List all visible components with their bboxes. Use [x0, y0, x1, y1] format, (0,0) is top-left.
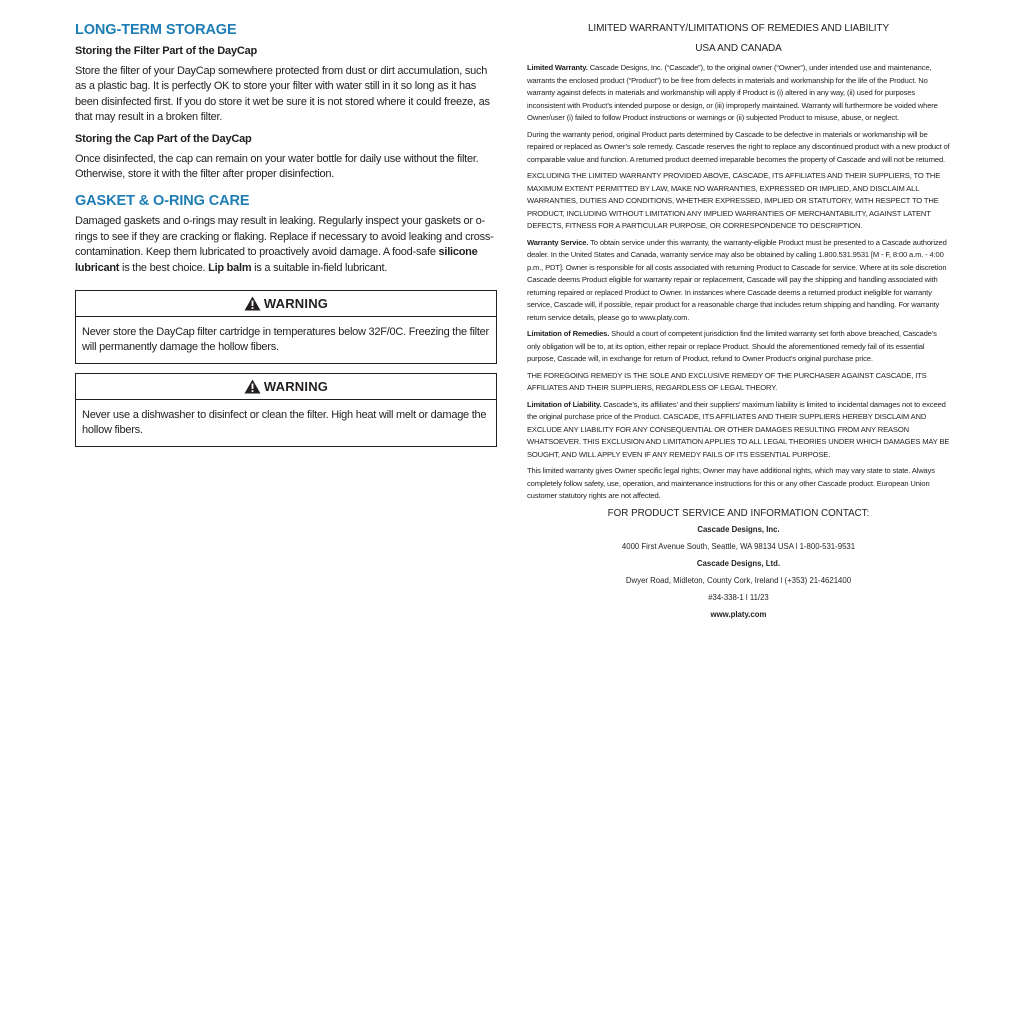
excluding-paragraph: EXCLUDING THE LIMITED WARRANTY PROVIDED ABOVE, CASCADE, ITS AFFILIATES AND THEIR SUPPLIERS, TO THE MAXIMUM EXTENT PERMITTED BY LAW, MAKE NO WARRANTIES, EXPRESSED OR IMPLIED, AND DISCLAIM ALL WARRANTIES, DUTIES AND CONDITIONS, WHETHER EXPRESSED, IMPLIED OR STATUTORY, WITH RESPECT TO THE PRODUCT, INCLUDING WITHOUT LIMITATION ANY IMPLIED WARRANTIES OF MERCHANTABILITY, AGAINST LATENT DEFECTS, FITNESS FOR A PARTICULAR PURPOSE, OR CORRESPONDENCE TO DESCRIPTION. — [527, 171, 941, 230]
warning-label: WARNING — [263, 296, 329, 312]
warning-box-freezing — [75, 290, 497, 364]
limitation-remedies-label: Limitation of Remedies. — [527, 329, 610, 338]
right-column — [527, 20, 950, 626]
warranty-region: USA AND CANADA — [695, 43, 782, 54]
us-address: 4000 First Avenue South, Seattle, WA 98134 USA l 1-800-531-9531 — [621, 541, 856, 551]
us-company-name: Cascade Designs, Inc. — [697, 524, 780, 534]
legal-rights-paragraph: This limited warranty gives Owner specific legal rights; Owner may have additional rights, which may vary state to state. Always completely follow safety, use, operation, and maintenance instructions for this or any other Cascade product. European Union customer statutory rights are not affected. — [527, 466, 935, 500]
gasket-text-part: Damaged gaskets and o-rings may result in leaking. Regularly inspect your gaskets or o-rings to see if they are cracking or flaking. Replace if necessary to avoid leaking and cross-contamination. Keep them lubricated to proactively avoid damage. A food-safe — [75, 215, 494, 259]
warning-triangle-icon — [244, 296, 261, 311]
warning-triangle-icon — [244, 379, 261, 394]
ie-address: Dwyer Road, Midleton, County Cork, Ireland l (+353) 21-4621400 — [625, 575, 852, 585]
warning-text: Never use a dishwasher to disinfect or clean the filter. High heat will melt or damage the hollow fibers. — [82, 408, 487, 437]
warranty-service-label: Warranty Service. — [527, 237, 589, 247]
warning-label: WARNING — [263, 378, 329, 394]
warning-header — [76, 374, 496, 400]
limitation-liability-label: Limitation of Liability. — [527, 399, 602, 409]
document-code: #34-338-1 l 11/23 — [708, 592, 769, 602]
filter-storage-text: Store the filter of your DayCap somewhere protected from dust or dirt accumulation, such as a plastic bag. It is perfectly OK to store your filter with water still in it so long as it has been disinfected first. If you do store it wet be sure it is not stored where it could freeze, as that may result in a broken filter. — [75, 65, 490, 124]
filter-storage-heading: Storing the Filter Part of the DayCap — [75, 45, 258, 57]
limitation-liability-text: Cascade’s, its affiliates’ and their suppliers’ maximum liability is limited to incidental damages not to exceed the original purchase price of the Product. CASCADE, ITS AFFILIATES AND THEIR SUPPLIERS HEREBY DISCLAIM AND EXCLUDE ANY LIABILITY FOR ANY CONSEQUENTIAL OR OTHER DAMAGES RESULTING FROM ANY REASON WHATSOEVER. THIS EXCLUSION AND LIMITATION APPLIES TO ALL LEGAL THEORIES UNDER WHICH DAMAGES MAY BE SOUGHT, AND WILL APPLY EVEN IF ANY REMEDY FAILS OF ITS ESSENTIAL PURPOSE. — [527, 399, 950, 459]
contact-block — [527, 507, 950, 621]
cap-storage-heading: Storing the Cap Part of the DayCap — [75, 132, 252, 145]
contact-heading: FOR PRODUCT SERVICE AND INFORMATION CONTACT: — [607, 507, 870, 519]
long-term-storage-title: LONG-TERM STORAGE — [75, 22, 237, 38]
foregoing-remedy-paragraph: THE FOREGOING REMEDY IS THE SOLE AND EXCLUSIVE REMEDY OF THE PURCHASER AGAINST CASCADE, ITS AFFILIATES AND THEIR SUPPLIERS, REGARDLESS OF LEGAL THEORY. — [527, 370, 927, 392]
gasket-text-part: is a suitable in-field lubricant. — [251, 261, 388, 274]
left-column — [75, 20, 497, 447]
limitation-remedies-text: Should a court of competent jurisdiction find the limited warranty set forth above breached, Cascade’s only obligation will be to, at its option, either repair or replace Product. Should the aforementioned remedy fail of its essential purpose, Cascade will, in exchange for return of Product, refund to Owner Product’s original purchase price. — [527, 329, 937, 363]
ie-company-name: Cascade Designs, Ltd. — [696, 558, 781, 568]
limited-warranty-label: Limited Warranty. — [527, 63, 588, 72]
limitation-liability-paragraph — [527, 399, 950, 462]
warranty-service-paragraph — [527, 237, 950, 325]
warranty-title: LIMITED WARRANTY/LIMITATIONS OF REMEDIES AND LIABILITY — [587, 23, 890, 34]
warning-text: Never store the DayCap filter cartridge in temperatures below 32F/0C. Freezing the filter will permanently damage the hollow fibers. — [82, 326, 489, 354]
website-link[interactable]: www.platy.com — [710, 609, 767, 619]
gasket-care-title: GASKET & O-RING CARE — [75, 193, 250, 210]
limited-warranty-text: Cascade Designs, Inc. (“Cascade”), to the original owner (“Owner”), under intended use and maintenance, warrants the enclosed product (“Product”) to be free from defects in materials and workmanship for the life of the Product. No warranty against defects in materials and workmanship will apply if Product is (i) altered in any way, (ii) used for purposes inconsistent with Product’s intended purpose or design, or (iii) improperly maintained. Warranty will furthermore be voided where Owner/user (i) failed to follow Product instructions or warnings or (ii) subjected Product to misuse, abuse, or neglect. — [527, 63, 938, 122]
limited-warranty-paragraph — [527, 62, 950, 125]
warning-box-dishwasher — [75, 373, 497, 447]
silicone-lubricant-emphasis: silicone lubricant — [75, 246, 478, 274]
cap-storage-text: Once disinfected, the cap can remain on your water bottle for daily use without the filter. Otherwise, store it with the filter after proper disinfection. — [75, 152, 479, 181]
gasket-text-part: is the best choice. — [119, 261, 209, 274]
warranty-period-paragraph: During the warranty period, original Product parts determined by Cascade to be defective in materials or workmanship will be repaired or replaced as Owner’s sole remedy. Cascade reserves the right to replace any discontinued product with a new product of comparable value and function. A returned product deemed irreparable becomes the property of Cascade and will not be returned. — [527, 129, 950, 164]
gasket-care-text — [75, 214, 497, 276]
limitation-remedies-paragraph — [527, 328, 950, 366]
lip-balm-emphasis: Lip balm — [208, 261, 252, 274]
warning-header — [76, 291, 496, 317]
warranty-service-text: To obtain service under this warranty, the warranty-eligible Product must be presented to a Cascade authorized dealer. In the United States and Canada, warranty service may also be obtained by calling 1.800.531.9531 [M - F, 8:00 a.m. - 4:00 p.m., PDT]. Owner is responsible for all costs associated with returning Product to Cascade for service. Where at its sole discretion Cascade deems Product eligible for warranty repair or replacement, Cascade will pay the shipping and handling associated with returning repaired or replaced Product to Owner. In instances where Cascade deems a returned product ineligible for warranty service, Cascade will, if possible, repair product for a reasonable charge that includes return shipping and handling. For warranty return service details, please go to www.platy.com. — [527, 237, 947, 322]
